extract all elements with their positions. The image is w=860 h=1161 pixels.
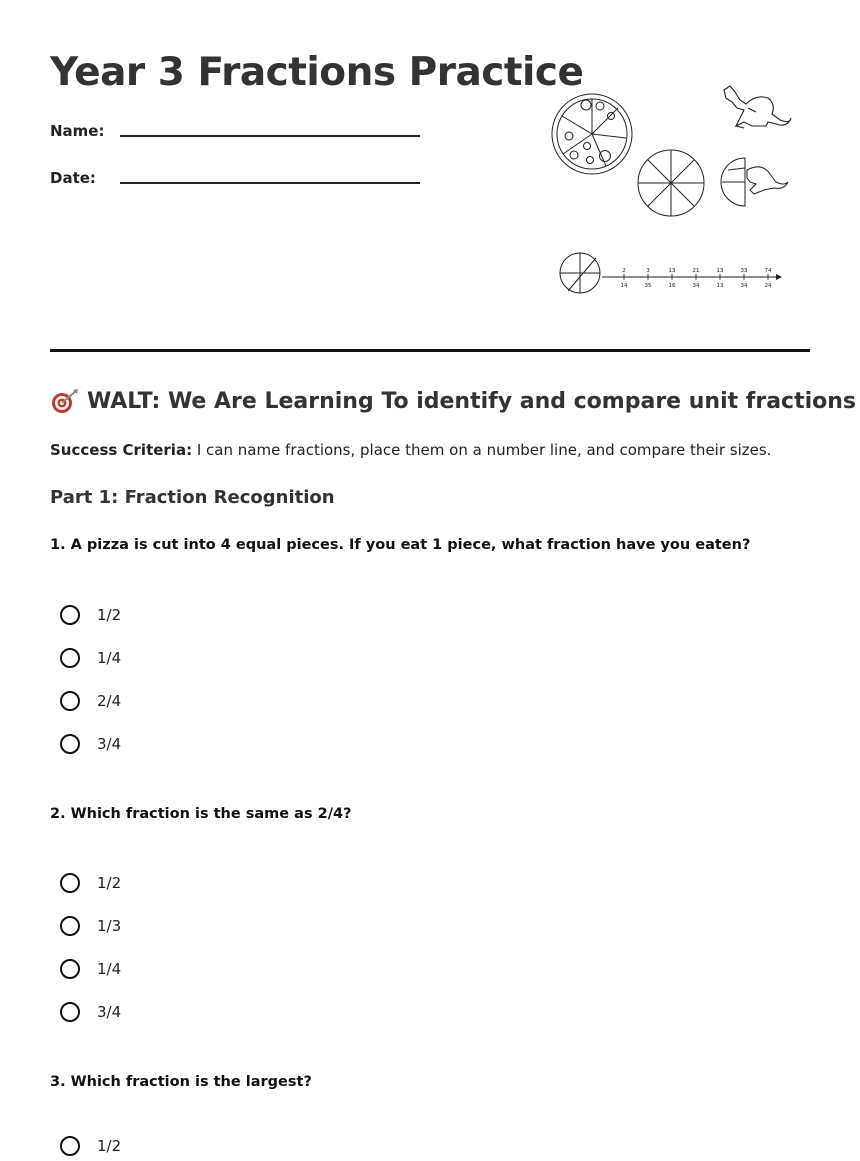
kangaroo-outline-icon	[747, 167, 788, 194]
option-label: 1/2	[97, 606, 122, 624]
number-line-bottom-label: 35	[644, 283, 652, 289]
name-line[interactable]	[120, 135, 420, 137]
radio-button[interactable]	[60, 959, 80, 979]
option-label: 3/4	[97, 735, 122, 753]
option-label: 2/4	[97, 692, 122, 710]
radio-button[interactable]	[60, 873, 80, 893]
option-label: 3/4	[97, 1003, 122, 1021]
radio-button[interactable]	[60, 916, 80, 936]
half-circle-icon	[721, 158, 745, 206]
number-line-top-label: 13	[668, 268, 676, 274]
walt-text: WALT: We Are Learning To identify and compare unit fractions	[87, 388, 857, 414]
q1-option-4[interactable]	[60, 732, 121, 756]
q1-option-3[interactable]	[60, 689, 121, 713]
number-line-bottom-label: 34	[740, 283, 748, 289]
fractions-illustration	[540, 78, 810, 308]
walt-heading	[50, 388, 856, 414]
part-1-heading: Part 1: Fraction Recognition	[50, 487, 335, 508]
number-line-top-label: 3	[646, 268, 650, 274]
option-label: 1/4	[97, 649, 122, 667]
radio-button[interactable]	[60, 734, 80, 754]
number-line-bottom-label: 34	[692, 283, 700, 289]
kangaroo-icon	[724, 86, 791, 128]
question-1: 1. A pizza is cut into 4 equal pieces. If you eat 1 piece, what fraction have you eaten?	[50, 537, 751, 553]
circle-eighths-icon	[638, 150, 704, 216]
number-line-top-label: 21	[692, 268, 700, 274]
number-line-top-label: 33	[740, 268, 748, 274]
radio-button[interactable]	[60, 691, 80, 711]
radio-button[interactable]	[60, 1002, 80, 1022]
number-line	[602, 268, 782, 289]
success-criteria-label: Success Criteria:	[50, 441, 193, 459]
number-line-bottom-label: 16	[668, 283, 676, 289]
number-line-bottom-label: 13	[716, 283, 724, 289]
date-line[interactable]	[120, 182, 420, 184]
date-field[interactable]	[50, 169, 96, 187]
success-criteria-text: I can name fractions, place them on a number line, and compare their sizes.	[192, 441, 772, 459]
q1-option-2[interactable]	[60, 646, 121, 670]
success-criteria	[50, 441, 771, 459]
number-line-arrow-icon	[776, 274, 782, 280]
option-label: 1/3	[97, 917, 122, 935]
number-line-bottom-label: 24	[764, 283, 772, 289]
q2-option-1[interactable]	[60, 871, 121, 895]
name-label: Name:	[50, 122, 105, 140]
number-line-bottom-label: 14	[620, 283, 628, 289]
quartered-circle-icon	[560, 253, 600, 293]
q2-option-2[interactable]	[60, 914, 121, 938]
q1-option-1[interactable]	[60, 603, 121, 627]
number-line-top-label: 74	[764, 268, 772, 274]
q2-option-4[interactable]	[60, 1000, 121, 1024]
number-line-top-label: 13	[716, 268, 724, 274]
radio-button[interactable]	[60, 648, 80, 668]
option-label: 1/2	[97, 874, 122, 892]
q3-option-1[interactable]	[60, 1134, 121, 1158]
date-label: Date:	[50, 169, 96, 187]
section-divider	[50, 349, 810, 352]
number-line-top-label: 2	[622, 268, 626, 274]
worksheet-title: Year 3 Fractions Practice	[50, 50, 584, 95]
radio-button[interactable]	[60, 605, 80, 625]
option-label: 1/4	[97, 960, 122, 978]
radio-button[interactable]	[60, 1136, 80, 1156]
question-3: 3. Which fraction is the largest?	[50, 1074, 312, 1090]
q2-option-3[interactable]	[60, 957, 121, 981]
target-dart-icon	[50, 388, 79, 414]
option-label: 1/2	[97, 1137, 122, 1155]
pizza-icon	[552, 94, 632, 174]
question-2: 2. Which fraction is the same as 2/4?	[50, 806, 352, 822]
name-field[interactable]	[50, 122, 104, 140]
